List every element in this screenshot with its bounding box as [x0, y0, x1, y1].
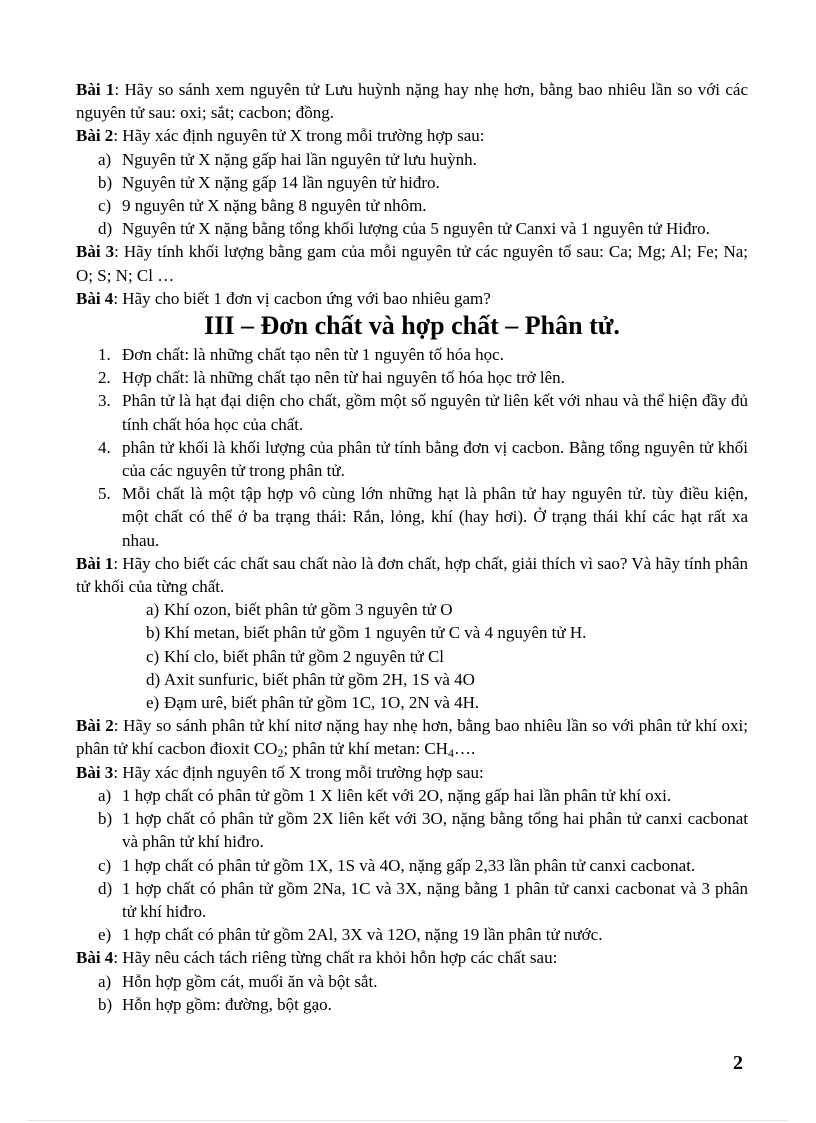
list-item: b) 1 hợp chất có phân tử gồm 2X liên kết với 3O, nặng bằng tổng hai phân tử canxi cacbonat và phân tử khí hiđro.: [98, 809, 748, 852]
theory-item: 3. Phân tử là hạt đại diện cho chất, gồm một số nguyên tử liên kết với nhau và thể hiện đầy đủ tính chất hóa học của chất.: [98, 391, 748, 434]
list-item: d) Nguyên tử X nặng bằng tổng khối lượng của 5 nguyên tử Canxi và 1 nguyên tử Hiđro.: [98, 219, 710, 239]
list-item: d) Axit sunfuric, biết phân tử gồm 2H, 1S và 4O: [146, 669, 475, 689]
page-number: 2: [733, 1052, 743, 1074]
list-item: a) Hỗn hợp gồm cát, muối ăn và bột sắt.: [98, 971, 378, 991]
list-item: a) Nguyên tử X nặng gấp hai lần nguyên tử lưu huỳnh.: [98, 149, 477, 169]
list-item: a) Khí ozon, biết phân tử gồm 3 nguyên tử O: [146, 600, 453, 620]
exercise-4: Bài 4: Hãy nêu cách tách riêng từng chất ra khỏi hỗn hợp các chất sau:: [76, 948, 558, 968]
theory-item: 1. Đơn chất: là những chất tạo nên từ 1 nguyên tố hóa học.: [98, 345, 504, 365]
list-item: c) 9 nguyên tử X nặng bằng 8 nguyên tử nhôm.: [98, 196, 427, 216]
section-heading: III – Đơn chất và hợp chất – Phân tử.: [204, 311, 620, 341]
theory-item: 4. phân tử khối là khối lượng của phân tử tính bằng đơn vị cacbon. Bằng tổng nguyên tử khối của các nguyên tử trong phân tử.: [98, 437, 748, 481]
list-item: b) Khí metan, biết phân tử gồm 1 nguyên tử C và 4 nguyên tử H.: [146, 623, 587, 643]
exercise-1: Bài 1: Hãy cho biết các chất sau chất nào là đơn chất, hợp chất, giải thích vì sao? Và hãy tính phân tử khối của từng chất.: [76, 553, 749, 597]
list-item: a) 1 hợp chất có phân tử gồm 1 X liên kết với 2O, nặng gấp hai lần phân tử khí oxi.: [98, 785, 672, 805]
document-page: [76, 78, 748, 1016]
exercise-2: Bài 2: Hãy xác định nguyên tử X trong mỗi trường hợp sau:: [76, 126, 485, 146]
footer-divider: [28, 1120, 788, 1121]
list-item: c) Khí clo, biết phân tử gồm 2 nguyên tử Cl: [146, 646, 445, 666]
list-item: e) Đạm urê, biết phân tử gồm 1C, 1O, 2N và 4H.: [146, 693, 480, 713]
list-item: e) 1 hợp chất có phân tử gồm 2Al, 3X và 12O, nặng 19 lần phân tử nước.: [98, 925, 603, 945]
exercise-4: Bài 4: Hãy cho biết 1 đơn vị cacbon ứng với bao nhiêu gam?: [76, 288, 491, 308]
exercise-3: Bài 3: Hãy tính khối lượng bằng gam của mỗi nguyên tử các nguyên tố sau: Ca; Mg; Al; Fe; Na; O; S; N; Cl …: [76, 242, 749, 285]
theory-item: 2. Hợp chất: là những chất tạo nên từ hai nguyên tố hóa học trở lên.: [98, 368, 565, 388]
theory-item: 5. Mỗi chất là một tập hợp vô cùng lớn những hạt là phân tử hay nguyên tử. tùy điều kiện, một chất có thể ở ba trạng thái: Rắn, lỏng, khí (hay hơi). Ở trạng thái khí các hạt rất xa nhau.: [98, 484, 748, 550]
exercise-3: Bài 3: Hãy xác định nguyên tố X trong mỗi trường hợp sau:: [76, 762, 484, 782]
list-item: c) 1 hợp chất có phân tử gồm 1X, 1S và 4O, nặng gấp 2,33 lần phân tử canxi cacbonat.: [98, 855, 696, 875]
list-item: b) Hỗn hợp gồm: đường, bột gạo.: [98, 994, 332, 1014]
exercise-1: Bài 1: Hãy so sánh xem nguyên tử Lưu huỳnh nặng hay nhẹ hơn, bằng bao nhiêu lần so với các nguyên tử sau: oxi; sắt; cacbon; đồng.: [76, 80, 749, 123]
list-item: d) 1 hợp chất có phân tử gồm 2Na, 1C và 3X, nặng bằng 1 phân tử canxi cacbonat và 3 phân tử khí hiđro.: [98, 878, 748, 921]
list-item: b) Nguyên tử X nặng gấp 14 lần nguyên tử hiđro.: [98, 172, 440, 192]
exercise-2: Bài 2: Hãy so sánh phân tử khí nitơ nặng hay nhẹ hơn, bằng bao nhiêu lần so với phân tử khí oxi; phân tử khí cacbon đioxit $CO_2$; phân tử khí metan: $CH_4\dots$.: [76, 716, 749, 761]
